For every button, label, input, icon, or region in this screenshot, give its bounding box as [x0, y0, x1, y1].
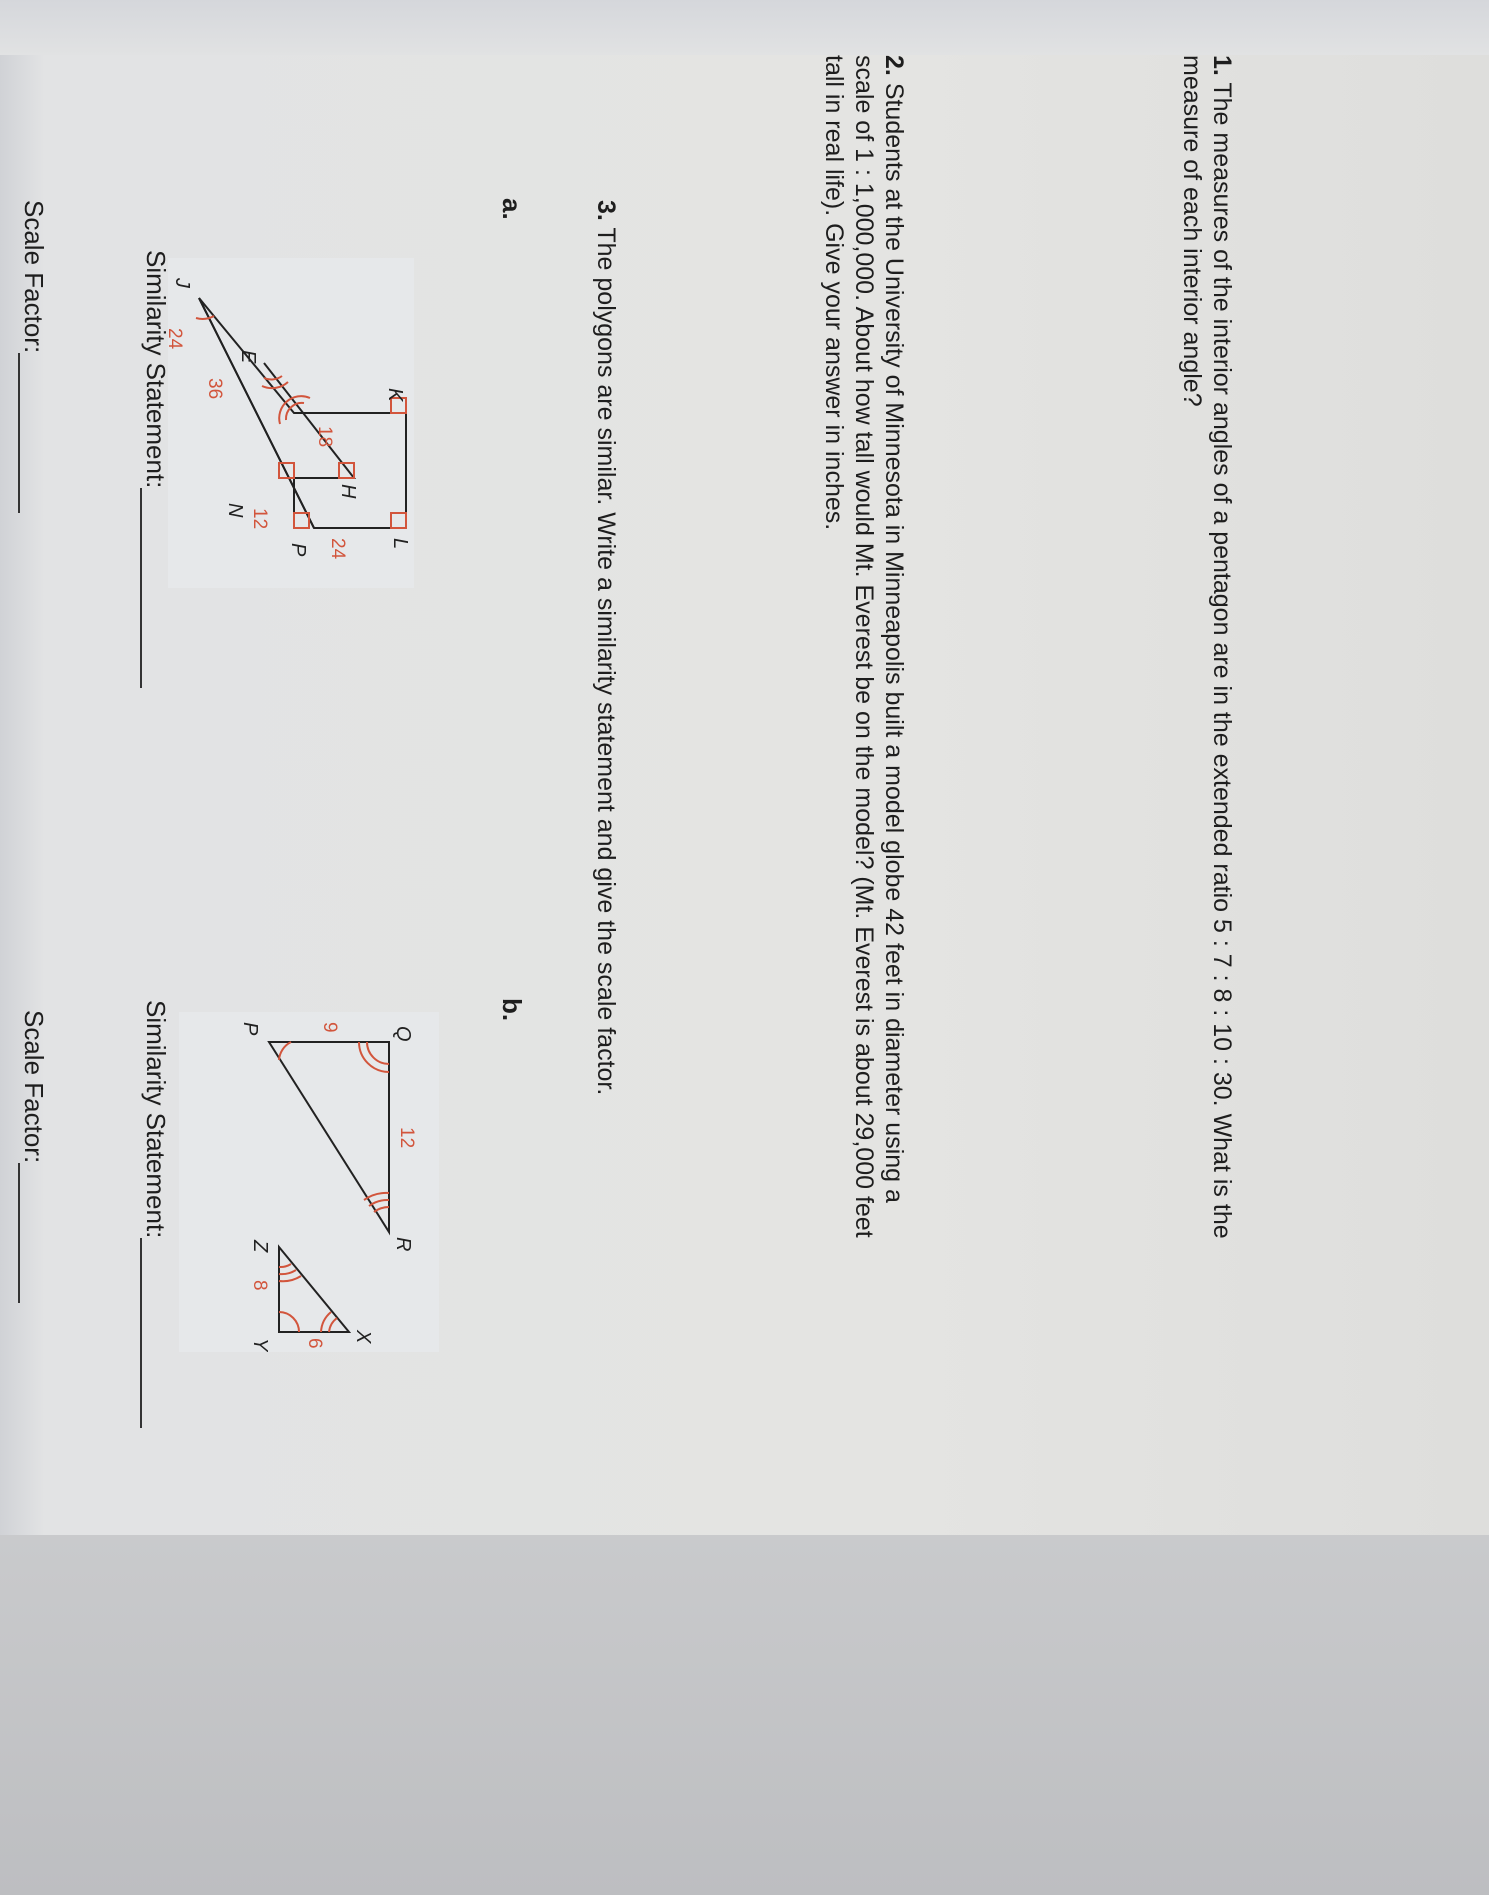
- part-a-similarity-label: Similarity Statement:: [141, 250, 171, 489]
- angle-arc: [279, 1042, 291, 1060]
- vertex-y: Y: [249, 1338, 271, 1352]
- vertex-p: P: [239, 1022, 261, 1036]
- question-3-number: 3.: [592, 200, 620, 221]
- question-3: [591, 200, 621, 1400]
- vertex-e: E: [237, 350, 259, 364]
- part-b-similarity-label: Similarity Statement:: [141, 1000, 171, 1239]
- angle-arc: [279, 1270, 296, 1274]
- part-b-similarity: [140, 1000, 171, 1428]
- length-je: 24: [168, 328, 185, 350]
- vertex-z: Z: [249, 1240, 271, 1253]
- length-np: 12: [249, 508, 270, 530]
- length-eh: 18: [314, 426, 335, 448]
- part-a-scale-label: Scale Factor:: [19, 200, 49, 354]
- right-angle-marker: [391, 513, 406, 528]
- part-a-similarity: [140, 250, 171, 688]
- question-3-text: The polygons are similar. Write a similarity statement and give the scale factor.: [592, 227, 620, 1096]
- figure-b-svg: [179, 1012, 439, 1352]
- part-b-scale: [18, 1010, 49, 1303]
- length-qr: 12: [396, 1127, 417, 1149]
- part-b-similarity-blank[interactable]: [140, 1238, 142, 1428]
- angle-arc: [374, 1207, 389, 1212]
- figure-a-svg: [168, 258, 414, 588]
- figure-a: [168, 258, 414, 588]
- vertex-n: N: [224, 503, 246, 518]
- angle-arc: [369, 1200, 389, 1206]
- vertex-q: Q: [392, 1026, 414, 1042]
- figure-b: [179, 1012, 439, 1352]
- question-1-text: The measures of the interior angles of a pentagon are in the extended ratio 5 : 7 : 8 : 10 : 30. What is the measure of each interior angle?: [1178, 55, 1236, 1239]
- vertex-x: X: [352, 1330, 374, 1344]
- length-zy: 8: [249, 1280, 270, 1291]
- vertex-l: L: [389, 538, 411, 550]
- question-2-text: Students at the University of Minnesota in Minneapolis built a model globe 42 feet in diameter using a scale of 1 : 1,000,000. About how tall would Mt. Everest be on the model? (Mt. Everest is about 29,000 feet tall in real life). Give your answer in inches.: [820, 55, 908, 1238]
- angle-arc: [279, 1276, 301, 1281]
- part-b-scale-label: Scale Factor:: [19, 1010, 49, 1164]
- vertex-h: H: [337, 484, 359, 499]
- angle-arc: [367, 1042, 389, 1064]
- part-a-scale-blank[interactable]: [18, 353, 20, 513]
- length-xy: 6: [304, 1338, 325, 1349]
- part-a-scale: [18, 200, 49, 513]
- triangle-zxy: [279, 1247, 349, 1332]
- length-qp: 9: [319, 1022, 340, 1033]
- vertex-j: J: [171, 278, 193, 288]
- question-1: [1177, 55, 1237, 1255]
- part-b-label: b.: [497, 998, 527, 1022]
- part-a-label: a.: [497, 198, 527, 220]
- angle-arc: [264, 376, 282, 380]
- length-jn: 36: [204, 378, 225, 400]
- vertex-r: R: [392, 1237, 414, 1252]
- angle-arc: [279, 1264, 291, 1267]
- length-lp: 24: [327, 538, 348, 560]
- right-angle-marker: [279, 463, 294, 478]
- part-b-scale-blank[interactable]: [18, 1163, 20, 1303]
- question-2: [819, 55, 909, 1255]
- vertex-p: P: [287, 543, 309, 557]
- angle-arc: [329, 1318, 337, 1332]
- question-2-number: 2.: [880, 55, 908, 76]
- question-1-number: 1.: [1208, 55, 1236, 76]
- angle-arc: [196, 316, 214, 319]
- angle-arc: [279, 1312, 299, 1332]
- vertex-k: K: [384, 388, 406, 402]
- part-a-similarity-blank[interactable]: [140, 488, 142, 688]
